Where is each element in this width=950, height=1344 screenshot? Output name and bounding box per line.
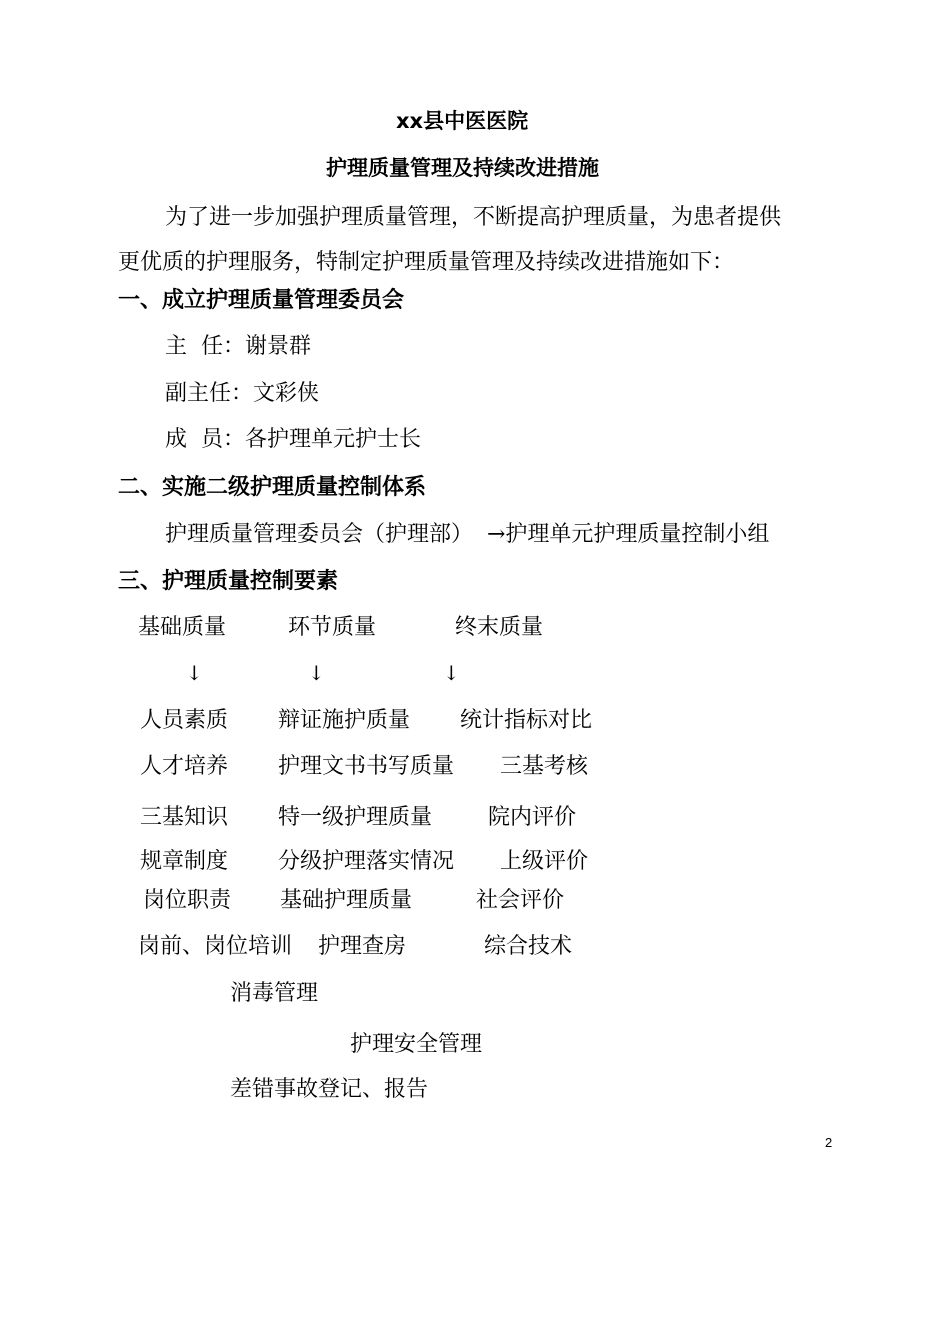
col2-item: 特一级护理质量 xyxy=(278,805,433,830)
down-arrow-icon: ↓ xyxy=(308,661,325,685)
column-header-process-quality: 环节质量 xyxy=(288,615,377,640)
page-number: 2 xyxy=(825,1135,833,1150)
col1-item: 消毒管理 xyxy=(230,981,319,1006)
down-arrow-icon: ↓ xyxy=(186,661,203,685)
col3-item: 院内评价 xyxy=(488,805,577,830)
col3-item: 社会评价 xyxy=(476,888,565,913)
committee-vice-director: 副主任：文彩侠 xyxy=(165,381,320,406)
col2-item: 护理查房 xyxy=(318,934,407,959)
intro-line-2: 更优质的护理服务，特制定护理质量管理及持续改进措施如下： xyxy=(118,250,735,275)
col1-item: 三基知识 xyxy=(140,805,229,830)
document-title: xx县中医医院 xyxy=(396,109,529,133)
col1-item: 岗位职责 xyxy=(143,888,232,913)
col2-item: 护理文书书写质量 xyxy=(278,754,455,779)
col2-item: 护理安全管理 xyxy=(350,1032,483,1057)
intro-line-1: 为了进一步加强护理质量管理，不断提高护理质量，为患者提供 xyxy=(165,205,782,230)
committee-director: 主 任：谢景群 xyxy=(165,334,311,359)
col2-item: 辩证施护质量 xyxy=(278,708,411,733)
col1-item: 规章制度 xyxy=(140,849,229,874)
col3-item: 上级评价 xyxy=(500,849,589,874)
col3-item: 综合技术 xyxy=(484,934,573,959)
control-system-line: 护理质量管理委员会（护理部） →护理单元护理质量控制小组 xyxy=(165,522,770,547)
col2-item: 分级护理落实情况 xyxy=(278,849,455,874)
column-header-final-quality: 终末质量 xyxy=(455,615,544,640)
section-1-heading: 一、成立护理质量管理委员会 xyxy=(118,288,405,313)
col3-item: 三基考核 xyxy=(500,754,589,779)
col2-item: 差错事故登记、报告 xyxy=(230,1077,429,1102)
document-subtitle: 护理质量管理及持续改进措施 xyxy=(326,156,599,180)
column-header-basic-quality: 基础质量 xyxy=(138,615,227,640)
committee-members: 成 员：各护理单元护士长 xyxy=(165,427,421,452)
down-arrow-icon: ↓ xyxy=(443,661,460,685)
col1-item: 岗前、岗位培训 xyxy=(138,934,293,959)
col1-item: 人员素质 xyxy=(140,708,229,733)
section-3-heading: 三、护理质量控制要素 xyxy=(118,569,339,594)
col1-item: 人才培养 xyxy=(140,754,229,779)
section-2-heading: 二、实施二级护理质量控制体系 xyxy=(118,475,427,500)
col2-item: 基础护理质量 xyxy=(280,888,413,913)
col3-item: 统计指标对比 xyxy=(460,708,593,733)
